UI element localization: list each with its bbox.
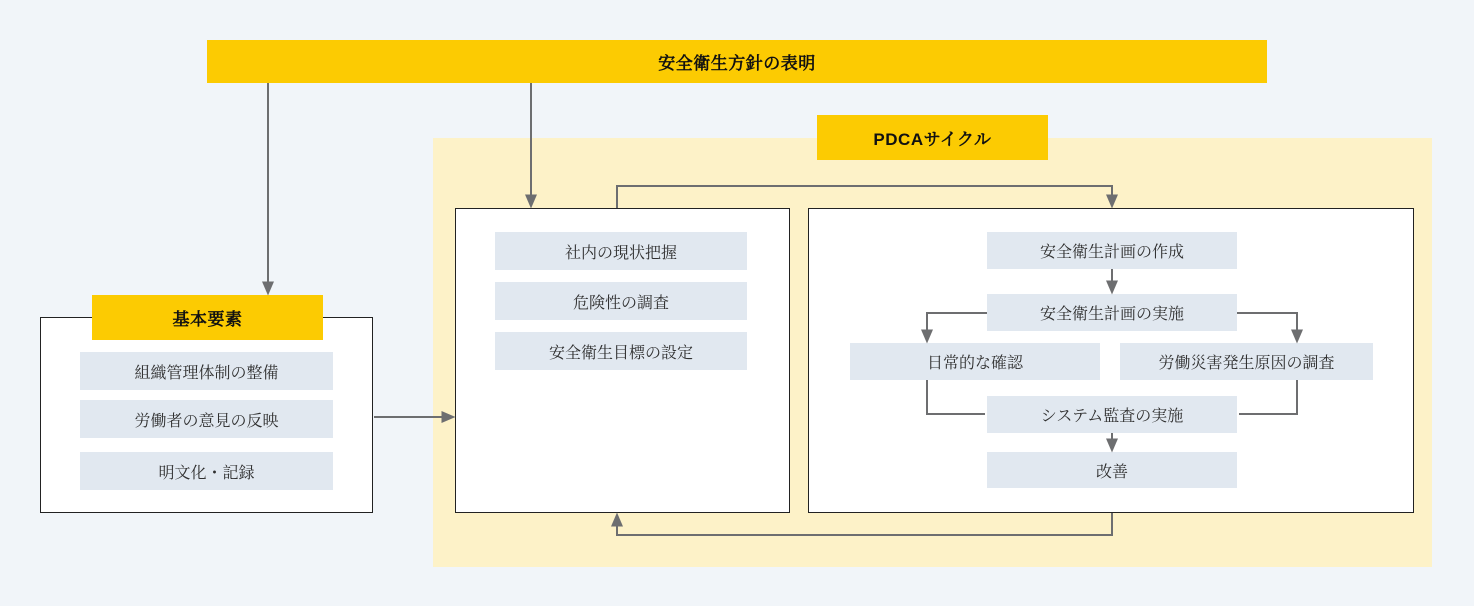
cycle-item-improvement: 改善 (987, 452, 1237, 488)
cycle-item-accident-cause-investigation: 労働災害発生原因の調査 (1120, 343, 1373, 380)
plan-item: 危険性の調査 (495, 282, 747, 320)
pdca-cycle-label: PDCAサイクル (817, 115, 1048, 160)
basic-element-item: 明文化・記録 (80, 452, 333, 490)
cycle-item-daily-check: 日常的な確認 (850, 343, 1100, 380)
plan-item: 安全衛生目標の設定 (495, 332, 747, 370)
cycle-item-system-audit: システム監査の実施 (987, 396, 1237, 433)
cycle-item-implement-plan: 安全衛生計画の実施 (987, 294, 1237, 331)
safety-policy-banner: 安全衛生方針の表明 (207, 40, 1267, 83)
basic-element-item: 労働者の意見の反映 (80, 400, 333, 438)
basic-element-item: 組織管理体制の整備 (80, 352, 333, 390)
basic-elements-title-badge: 基本要素 (92, 295, 323, 340)
plan-item: 社内の現状把握 (495, 232, 747, 270)
cycle-item-create-plan: 安全衛生計画の作成 (987, 232, 1237, 269)
